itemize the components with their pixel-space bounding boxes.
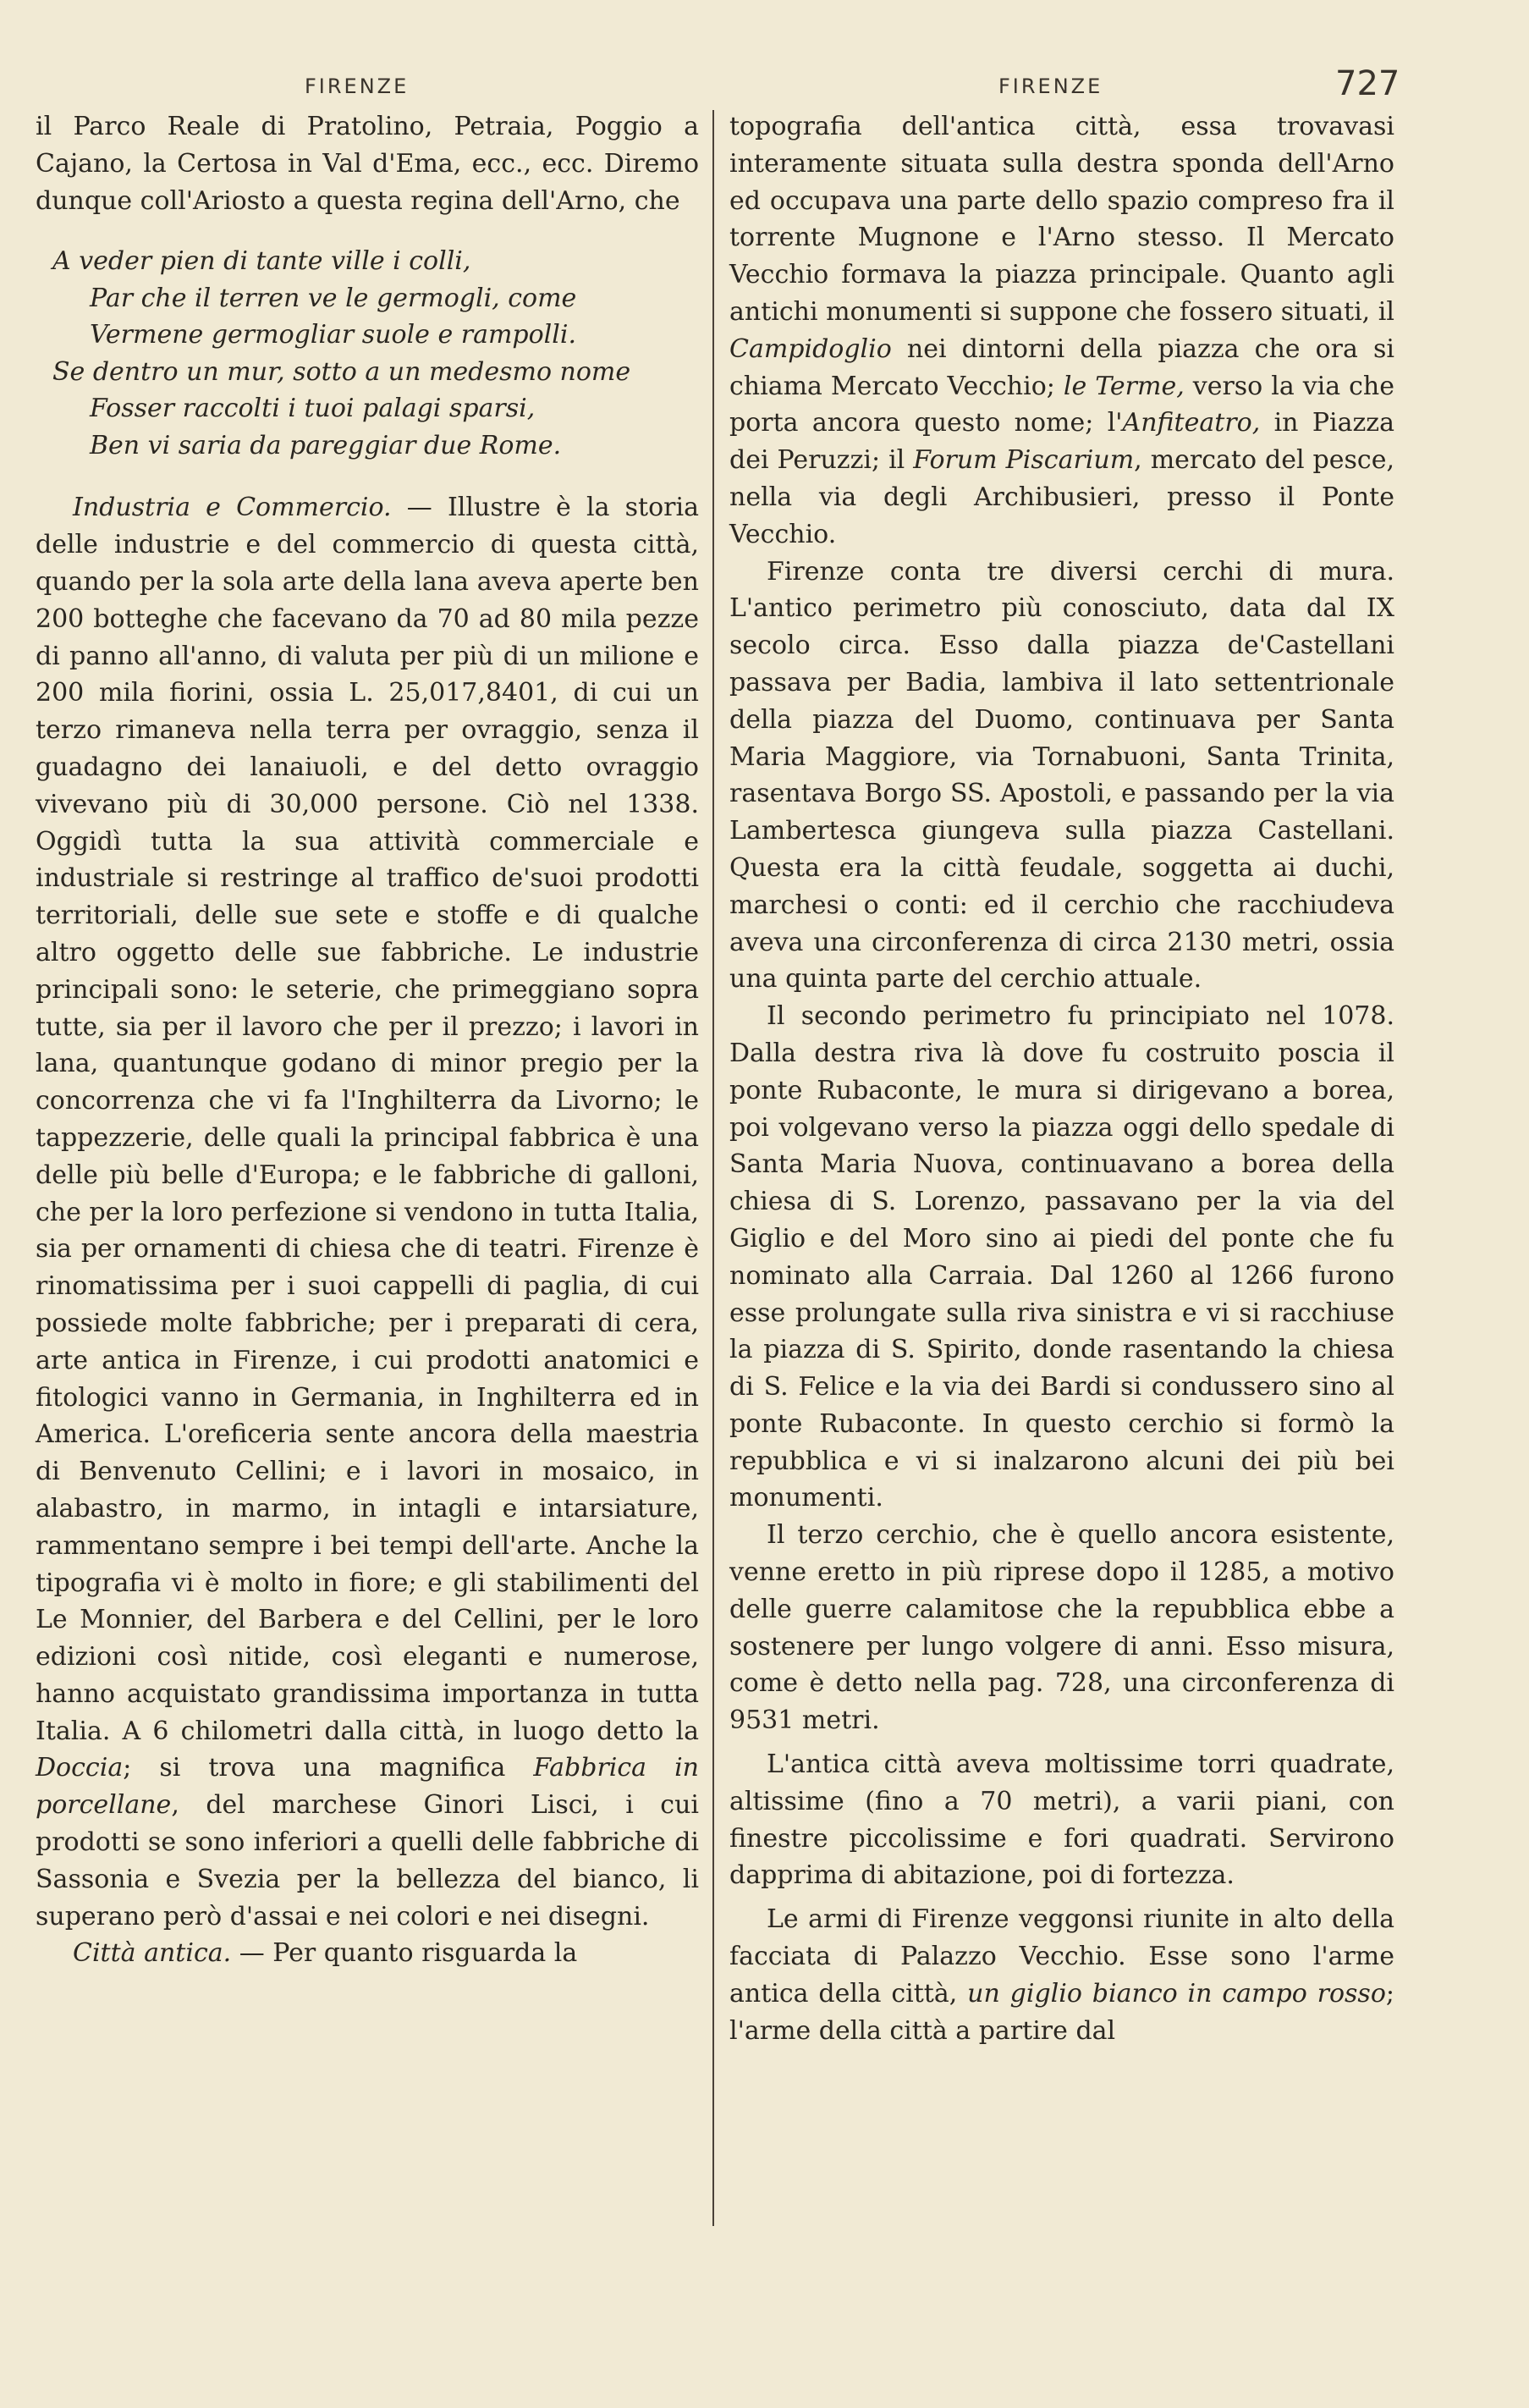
verse-line: Fosser raccolti i tuoi palagi sparsi,: [90, 394, 536, 424]
citta-antica-text: — Per quanto risguarda la: [231, 1938, 578, 1969]
anfiteatro-term: Anfiteatro,: [1122, 408, 1261, 438]
cerchi-paragraph: Firenze conta tre diversi cerchi di mura. L'antico perimetro più conosciuto, data dal IX secolo circa. Esso dalla piazza de'Castellani passava per Badia, lambiva il lato settentrionale della piazza del Duomo, continuava per Santa Maria Maggiore, via Tornabuoni, Santa Trinita, rasentava Borgo SS. Apostoli, e passando per la via Lambertesca giungeva sulla piazza Castellani. Questa era la città feudale, soggetta ai duchi, marchesi o conti: ed il cerchio che racchiudeva aveva una circonferenza di circa 2130 metri, ossia una quinta parte del cerchio attuale.: [729, 556, 1394, 995]
armi-text: ; l'arme della città a partire dal: [729, 1978, 1394, 2046]
topografia-text: , mercato del pesce, nella via degli Archibusieri, presso il Ponte Vecchio.: [729, 445, 1395, 549]
section-heading-industria: Industria e Commercio.: [73, 493, 392, 523]
forum-term: Forum Piscarium: [913, 445, 1135, 476]
armi-text: Le armi di Firenze veggonsi riunite in alto della facciata di Palazzo Vecchio. Esse sono l'arme antica della città,: [729, 1904, 1394, 2009]
industria-text-end: , del marchese Ginori Lisci, i cui prodotti se sono inferiori a quelli delle fabbriche di Sassonia e Svezia per la bellezza del bianco, li superano però d'assai e nei colori e nei disegni.: [36, 1790, 699, 1931]
citta-antica-paragraph: [36, 1935, 699, 1972]
verse-line: Vermene germogliar suole e rampolli.: [90, 320, 576, 350]
terme-term: le Terme,: [1063, 371, 1185, 401]
terzo-cerchio-paragraph: Il terzo cerchio, che è quello ancora esistente, venne eretto in più riprese dopo il 1285, a motivo delle guerre calamitose che la repubblica ebbe a sostenere per lungo volgere di anni. Esso misura, come è detto nella pag. 728, una circonferenza di 9531 metri.: [729, 1520, 1394, 1736]
left-column: [36, 108, 699, 1972]
torri-paragraph: L'antica città aveva moltissime torri quadrate, altissime (fino a 70 metri), a varii piani, con finestre piccolissime e fori quadrati. Servirono dapprima di abitazione, poi di fortezza.: [729, 1750, 1394, 1891]
giglio-term: un giglio bianco in campo rosso: [967, 1978, 1386, 2009]
running-header-left: FIRENZE: [305, 74, 410, 98]
industria-text-mid: ; si trova una magnifica: [123, 1753, 534, 1783]
doccia-term: Doccia: [36, 1753, 124, 1783]
fabbrica-term: Fabbrica in porcellane: [36, 1753, 700, 1821]
ariosto-verse: [52, 243, 699, 464]
right-column: [729, 108, 1394, 2049]
intro-paragraph: il Parco Reale di Pratolino, Petraia, Poggio a Cajano, la Certosa in Val d'Ema, ecc., ecc. Diremo dunque coll'Ariosto a questa regina dell'Arno, che: [36, 112, 699, 216]
section-heading-citta-antica: Città antica.: [73, 1938, 232, 1969]
verse-line: Par che il terren ve le germogli, come: [90, 283, 577, 313]
verse-line: A veder pien di tante ville i colli,: [52, 246, 471, 277]
secondo-perimetro-paragraph: Il secondo perimetro fu principiato nel 1078. Dalla destra riva là dove fu costruito poscia il ponte Rubaconte, le mura si dirigevano a borea, poi volgevano verso la piazza oggi dello spedale di Santa Maria Nuova, continuavano a borea della chiesa di S. Lorenzo, passavano per la via del Giglio e del Moro sino ai piedi del ponte che fu nominato alla Carraia. Dal 1260 al 1266 furono esse prolungate sulla riva sinistra e vi si racchiuse la piazza di S. Spirito, donde rasentando la chiesa di S. Felice e la via dei Bardi si condussero sino al ponte Rubaconte. In questo cerchio si formò la repubblica e vi si inalzarono alcuni dei più bei monumenti.: [729, 1001, 1394, 1513]
topografia-text: topografia dell'antica città, essa trovavasi interamente situata sulla destra sponda dell'Arno ed occupava una parte dello spazio compreso fra il torrente Mugnone e l'Arno stesso. Il Mercato Vecchio formava la piazza principale. Quanto agli antichi monumenti si suppone che fossero situati, il: [729, 112, 1394, 327]
verse-line: Ben vi saria da pareggiar due Rome.: [90, 430, 562, 460]
topografia-text: in Piazza dei Peruzzi; il: [729, 408, 1394, 476]
campidoglio-term: Campidoglio: [729, 333, 892, 364]
page-number: 727: [1335, 64, 1400, 103]
column-divider: [712, 110, 714, 2226]
verse-line: Se dentro un mur, sotto a un medesmo nome: [52, 356, 631, 387]
topografia-text: nei dintorni della piazza che ora si chiama Mercato Vecchio;: [729, 333, 1394, 401]
armi-paragraph: [729, 1901, 1394, 2049]
topografia-paragraph: [729, 108, 1394, 554]
running-header-right: FIRENZE: [998, 74, 1103, 98]
industria-paragraph: [36, 489, 699, 1935]
topografia-text: verso la via che porta ancora questo nome; l': [729, 371, 1395, 438]
industria-text: — Illustre è la storia delle industrie e del commercio di questa città, quando per la sola arte della lana aveva aperte ben 200 botteghe che facevano da 70 ad 80 mila pezze di panno all'anno, di valuta per più di un milione e 200 mila fiorini, ossia L. 25,017,8401, di cui un terzo rimaneva nella terra per ovraggio, senza il guadagno dei lanaiuoli, e del detto ovraggio vivevano più di 30,000 persone. Ciò nel 1338. Oggidì tutta la sua attività commerciale e industriale si restringe al traffico de'suoi prodotti territoriali, delle sue sete e stoffe e di qualche altro oggetto delle sue fabbriche. Le industrie principali sono: le seterie, che primeggiano sopra tutte, sia per il lavoro che per il prezzo; i lavori in lana, quantunque godano di minor pregio per la concorrenza che vi fa l'Inghilterra da Livorno; le tappezzerie, delle quali la principal fabbrica è una delle più belle d'Europa; e le fabbriche di galloni, che per la loro perfezione si vendono in tutta Italia, sia per ornamenti di chiesa che di teatri. Firenze è rinomatissima per i suoi cappelli di paglia, di cui possiede molte fabbriche; per i preparati di cera, arte antica in Firenze, i cui prodotti anatomici e fitologici vanno in Germania, in Inghilterra ed in America. L'oreficeria sente ancora della maestria di Benvenuto Cellini; e i lavori in mosaico, in alabastro, in marmo, in intagli e intarsiature, rammentano sempre i bei tempi dell'arte. Anche la tipografia vi è molto in fiore; e gli stabilimenti del Le Monnier, del Barbera e del Cellini, per le loro edizioni così nitide, così eleganti e numerose, hanno acquistato grandissima importanza in tutta Italia. A 6 chilometri dalla città, in luogo detto la: [36, 493, 699, 1746]
